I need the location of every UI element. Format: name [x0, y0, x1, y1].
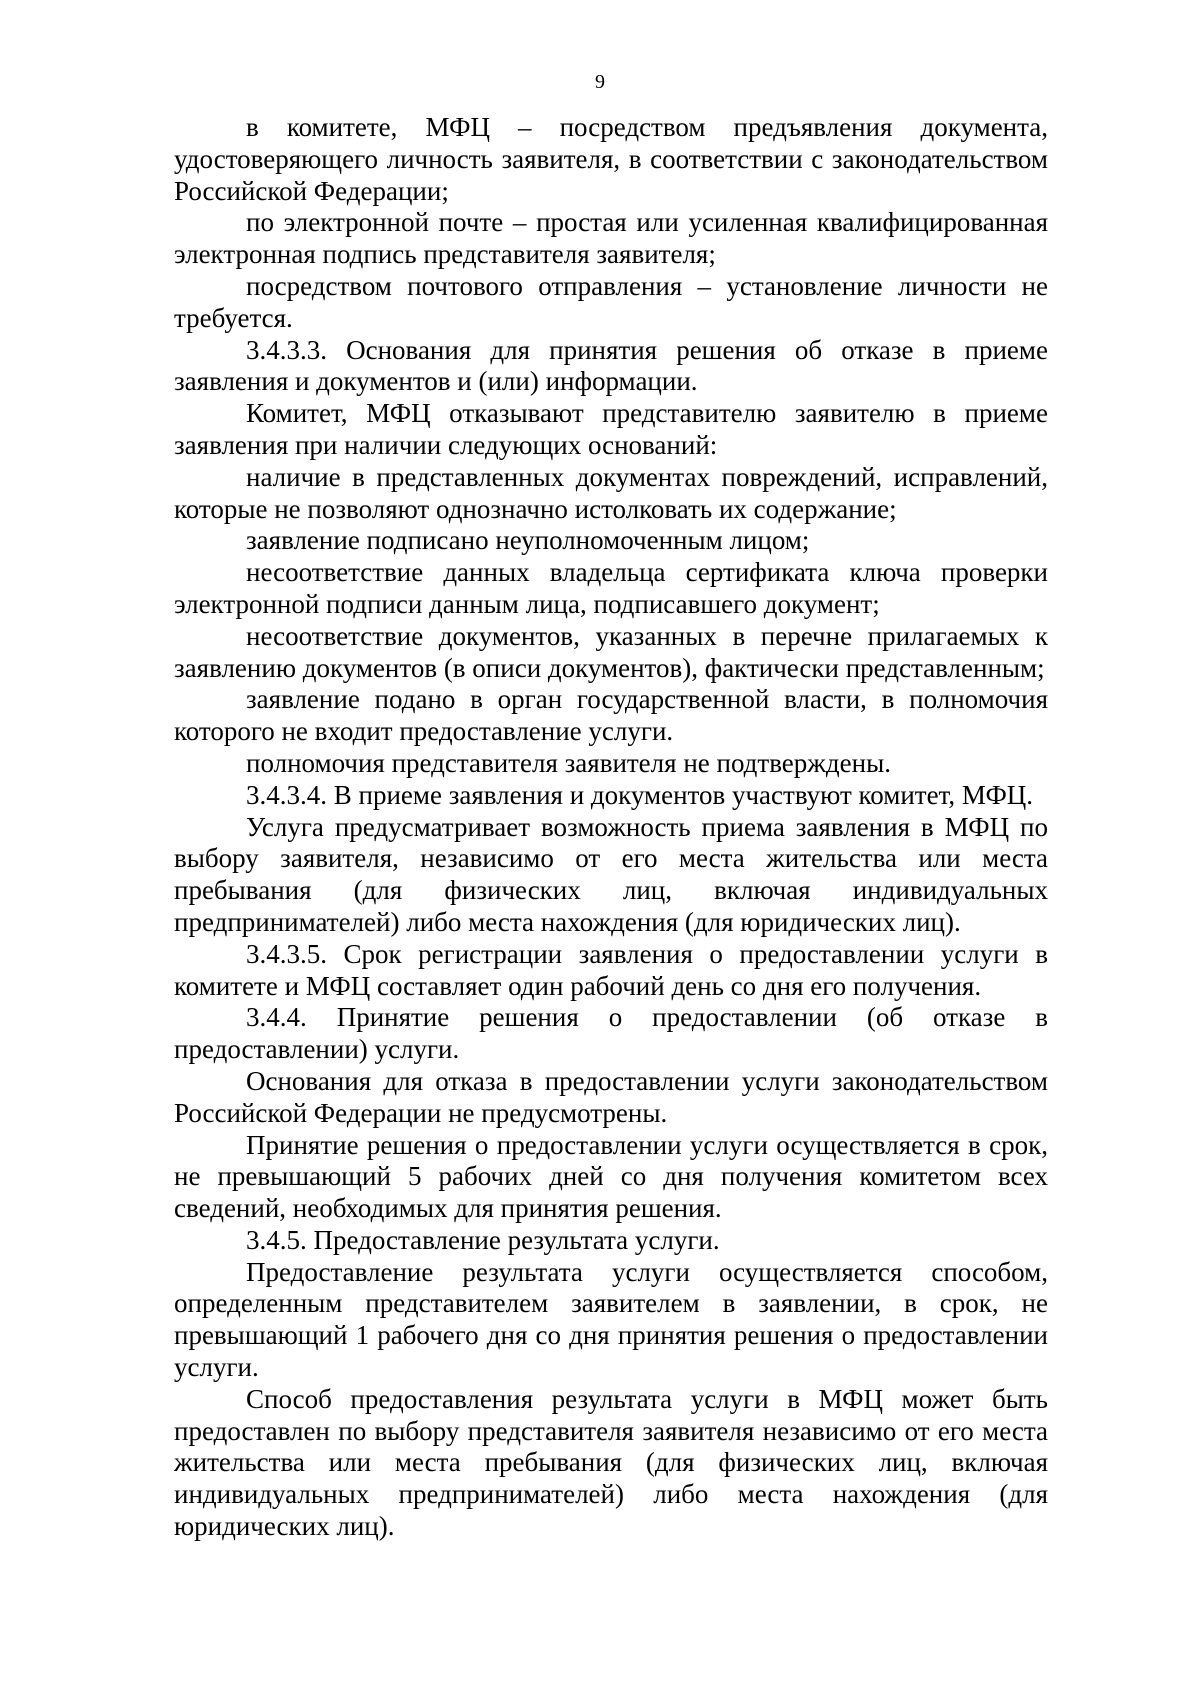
paragraph-mfc-choice: Услуга предусматривает возможность приема заявления в МФЦ по выбору заявителя, независимо от его места жительства или места пребывания (для физических лиц, включая индивидуальных предпринимателей) либо места нахождения (для юридических лиц).	[174, 811, 1048, 937]
paragraph-section-3-4-3-4: 3.4.3.4. В приеме заявления и документов участвуют комитет, МФЦ.	[246, 779, 1034, 810]
paragraph-refusal-damage: наличие в представленных документах повреждений, исправлений, которые не позволяют однозначно истолковать их содержание;	[174, 461, 1048, 524]
paragraph-refusal-documents: несоответствие документов, указанных в перечне прилагаемых к заявлению документов (в описи документов), фактически представленным;	[174, 620, 1048, 683]
paragraph-decision-term: Принятие решения о предоставлении услуги осуществляется в срок, не превышающий 5 рабочих дней со дня получения комитетом всех сведений, необходимых для принятия решения.	[174, 1129, 1048, 1224]
paragraph-section-3-4-4: 3.4.4. Принятие решения о предоставлении (об отказе в предоставлении) услуги.	[174, 1002, 1048, 1065]
paragraph-section-3-4-3-5: 3.4.3.5. Срок регистрации заявления о предоставлении услуги в комитете и МФЦ составляет один рабочий день со дня его получения.	[174, 938, 1048, 1001]
paragraph-refusal-unauthorized: заявление подписано неуполномоченным лицом;	[246, 525, 810, 556]
paragraph-result-mfc: Способ предоставления результата услуги в МФЦ может быть предоставлен по выбору представителя заявителя независимо от его места жительства или места пребывания (для физических лиц, включая индивидуальных предпринимателей) либо места нахождения (для юридических лиц).	[174, 1383, 1048, 1542]
page-number: 9	[595, 71, 605, 93]
paragraph-identity-in-committee: в комитете, МФЦ – посредством предъявления документа, удостоверяющего личность заявителя, в соответствии с законодательством Российской Федерации;	[174, 112, 1048, 206]
paragraph-refusal-certificate: несоответствие данных владельца сертификата ключа проверки электронной подписи данным лица, подписавшего документ;	[174, 557, 1048, 619]
paragraph-section-3-4-3-3: 3.4.3.3. Основания для принятия решения об отказе в приеме заявления и документов и (или) информации.	[174, 334, 1048, 397]
paragraph-no-refusal-grounds: Основания для отказа в предоставлении услуги законодательством Российской Федерации не предусмотрены.	[174, 1065, 1048, 1128]
paragraph-section-3-4-5: 3.4.5. Предоставление результата услуги.	[246, 1224, 720, 1255]
document-body	[174, 112, 1048, 1543]
paragraph-identity-post: посредством почтового отправления – установление личности не требуется.	[174, 270, 1048, 333]
paragraph-refusal-authority: заявление подано в орган государственной власти, в полномочия которого не входит предоставление услуги.	[174, 684, 1048, 747]
paragraph-result-delivery: Предоставление результата услуги осуществляется способом, определенным представителем заявителем в заявлении, в срок, не превышающий 1 рабочего дня со дня принятия решения о предоставлении услуги.	[174, 1256, 1048, 1383]
paragraph-refusal-powers: полномочия представителя заявителя не подтверждены.	[246, 747, 891, 778]
paragraph-refusal-intro: Комитет, МФЦ отказывают представителю заявителю в приеме заявления при наличии следующих оснований:	[174, 398, 1048, 460]
paragraph-identity-email: по электронной почте – простая или усиленная квалифицированная электронная подпись представителя заявителя;	[174, 207, 1048, 270]
